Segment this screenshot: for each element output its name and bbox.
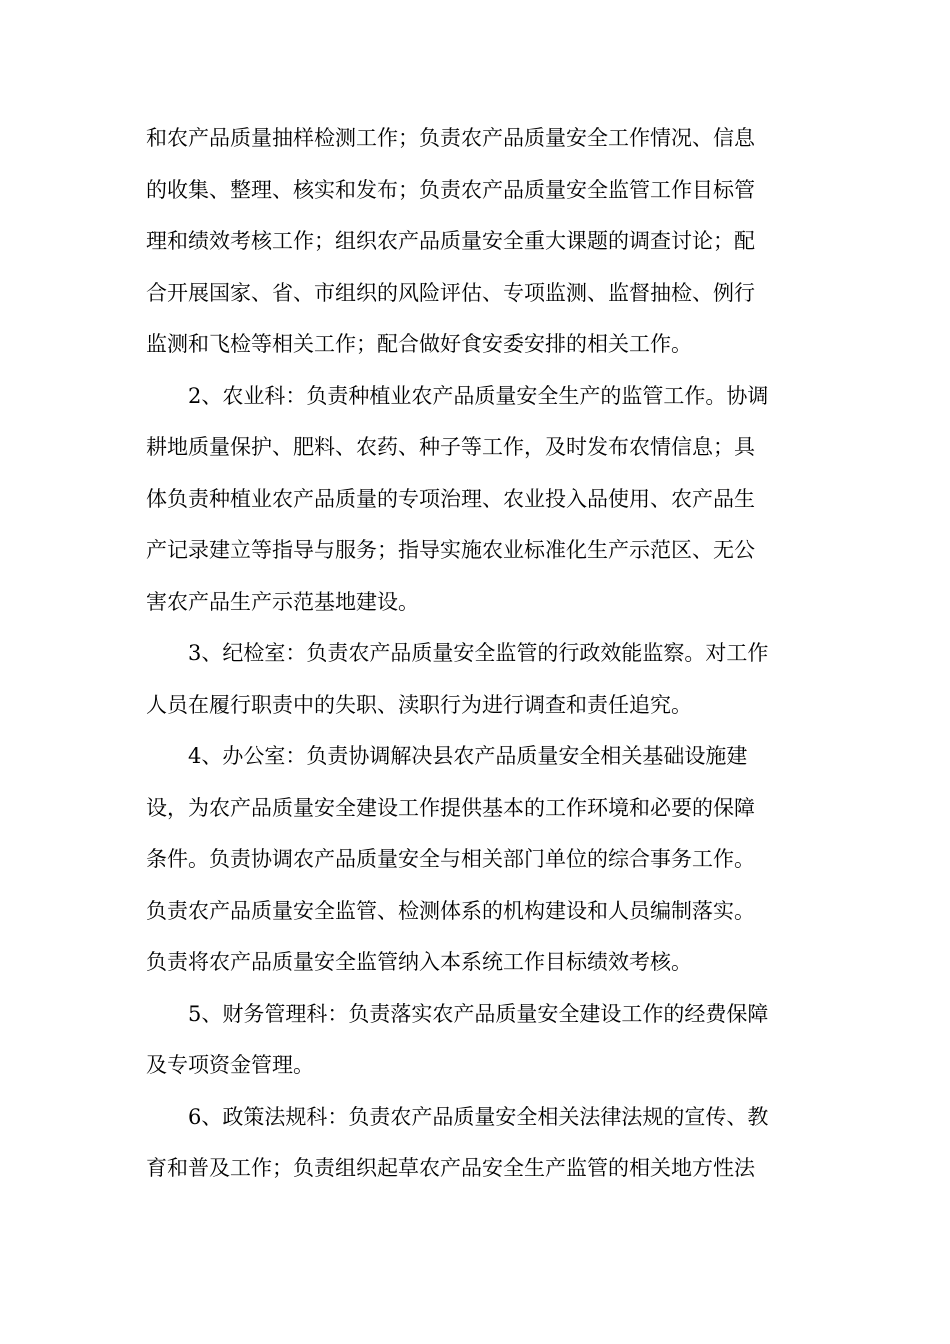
text-line: 负责农产品质量安全监管、检测体系的机构建设和人员编制落实。 [146,898,755,923]
paragraph-first-line: 3、纪检室：负责农产品质量安全监管的行政效能监察。对工作 [188,641,769,665]
text-line: 和农产品质量抽样检测工作；负责农产品质量安全工作情况、信息 [146,126,755,150]
paragraph-first-line: 6、政策法规科：负责农产品质量安全相关法律法规的宣传、教 [188,1104,769,1129]
text-line: 害农产品生产示范基地建设。 [146,589,419,614]
text-line: 育和普及工作；负责组织起草农产品安全生产监管的相关地方性法 [146,1156,755,1180]
text-line: 体负责种植业农产品质量的专项治理、农业投入品使用、农产品生 [146,486,755,511]
text-line: 设，为农产品质量安全建设工作提供基本的工作环境和必要的保障 [146,795,755,820]
text-line: 监测和飞检等相关工作；配合做好食安委安排的相关工作。 [146,332,692,356]
text-line: 产记录建立等指导与服务；指导实施农业标准化生产示范区、无公 [146,538,755,562]
text-line: 负责将农产品质量安全监管纳入本系统工作目标绩效考核。 [146,950,692,974]
paragraph-first-line: 5、财务管理科：负责落实农产品质量安全建设工作的经费保障 [188,1001,769,1026]
paragraph-first-line: 4、办公室：负责协调解决县农产品质量安全相关基础设施建 [188,744,748,768]
paragraph-first-line: 2、农业科：负责种植业农产品质量安全生产的监管工作。协调 [188,383,769,408]
document-body [146,113,806,1195]
text-line: 合开展国家、省、市组织的风险评估、专项监测、监督抽检、例行 [146,280,755,305]
text-line: 耕地质量保护、肥料、农药、种子等工作，及时发布农情信息；具 [146,435,755,459]
text-line: 理和绩效考核工作；组织农产品质量安全重大课题的调查讨论；配 [146,229,755,253]
text-line: 条件。负责协调农产品质量安全与相关部门单位的综合事务工作。 [146,847,755,871]
text-line: 人员在履行职责中的失职、渎职行为进行调查和责任追究。 [146,692,692,717]
text-line: 及专项资金管理。 [146,1053,314,1077]
text-line: 的收集、整理、核实和发布；负责农产品质量安全监管工作目标管 [146,177,755,202]
